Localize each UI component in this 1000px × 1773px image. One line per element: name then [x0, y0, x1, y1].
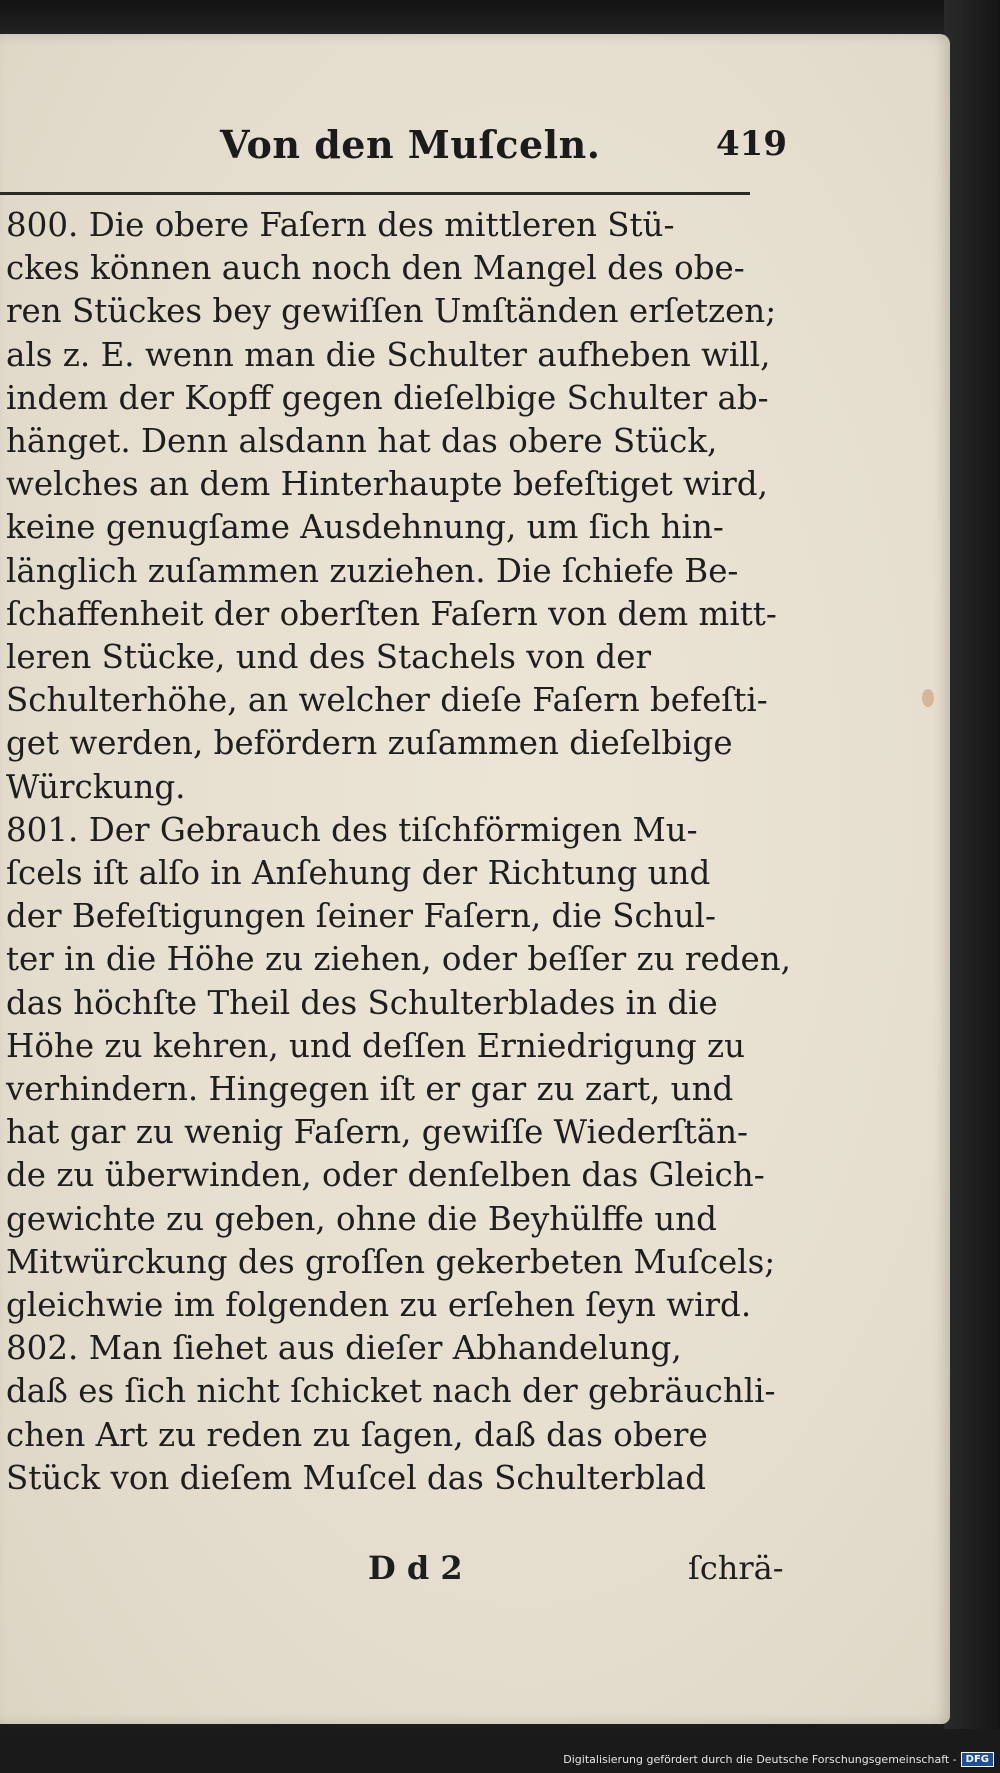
- text-line: get werden, befördern zuſammen dieſelbige: [6, 724, 733, 763]
- page-header: [0, 92, 950, 167]
- paragraph-800: [6, 204, 778, 809]
- text-line: ren Stückes bey gewiſſen Umſtänden erſetzen;: [6, 292, 777, 331]
- paragraph-801: [6, 809, 791, 1327]
- text-line: ſcels iſt alſo in Anſehung der Richtung und: [6, 854, 711, 893]
- text-line: ckes können auch noch den Mangel des obe-: [6, 249, 745, 288]
- text-line: ter in die Höhe zu ziehen, oder beſſer zu reden,: [6, 940, 791, 979]
- text-line: 802. Man ſiehet aus dieſer Abhandelung,: [6, 1329, 682, 1368]
- page-number: 419: [716, 124, 787, 164]
- header-rule: [0, 192, 750, 195]
- text-line: Stück von dieſem Muſcel das Schulterblad: [6, 1458, 707, 1497]
- text-line: Schulterhöhe, an welcher dieſe Faſern befeſti-: [6, 681, 768, 720]
- text-line: chen Art zu reden zu ſagen, daß das obere: [6, 1415, 708, 1454]
- text-line: hänget. Denn alsdann hat das obere Stück,: [6, 422, 718, 461]
- text-line: 800. Die obere Faſern des mittleren Stü-: [6, 206, 675, 244]
- text-line: verhindern. Hingegen iſt er gar zu zart, und: [6, 1070, 734, 1109]
- body-text: [6, 204, 791, 1500]
- scan-border-right: [944, 0, 1000, 1773]
- running-title: Von den Muſceln.: [220, 122, 601, 167]
- dfg-logo: DFG: [961, 1752, 994, 1767]
- signature-mark: D d 2: [368, 1549, 463, 1587]
- text-line: das höchſte Theil des Schulterblades in die: [6, 983, 718, 1022]
- text-line: hat gar zu wenig Faſern, gewiſſe Wiederſtän-: [6, 1113, 749, 1152]
- text-line: daß es ſich nicht ſchicket nach der gebräuchli-: [6, 1372, 776, 1411]
- text-line: der Befeſtigungen ſeiner Faſern, die Schul-: [6, 897, 717, 936]
- text-line: Mitwürckung des groſſen gekerbeten Muſcels;: [6, 1242, 776, 1281]
- scan-border-top: [0, 0, 1000, 34]
- text-line: als z. E. wenn man die Schulter aufheben will,: [6, 335, 771, 374]
- paragraph-802: [6, 1327, 778, 1500]
- book-page: [0, 34, 950, 1724]
- text-line: gleichwie im folgenden zu erſehen ſeyn wird.: [6, 1286, 752, 1325]
- text-line: welches an dem Hinterhaupte befeſtiget wird,: [6, 465, 768, 504]
- text-line: leren Stücke, und des Stachels von der: [6, 638, 651, 677]
- digitization-credit: [563, 1752, 994, 1767]
- text-line: länglich zuſammen zuziehen. Die ſchiefe Be-: [6, 551, 739, 590]
- page-footer: [0, 1549, 950, 1599]
- catchword: ſchrä-: [688, 1549, 784, 1587]
- text-line: de zu überwinden, oder denſelben das Gleich-: [6, 1156, 765, 1195]
- text-line: Würckung.: [6, 767, 186, 806]
- text-line: 801. Der Gebrauch des tiſchförmigen Mu-: [6, 810, 698, 849]
- text-line: Höhe zu kehren, und deſſen Erniedrigung zu: [6, 1026, 746, 1065]
- paper-stain: [922, 689, 934, 707]
- text-line: ſchaffenheit der oberſten Faſern von dem mitt-: [6, 594, 777, 633]
- text-line: gewichte zu geben, ohne die Beyhülffe und: [6, 1199, 717, 1238]
- text-line: keine genugſame Ausdehnung, um ſich hin-: [6, 508, 724, 547]
- credit-text: Digitalisierung gefördert durch die Deutsche Forschungsgemeinschaft -: [563, 1753, 957, 1766]
- text-line: indem der Kopff gegen dieſelbige Schulter ab-: [6, 378, 769, 417]
